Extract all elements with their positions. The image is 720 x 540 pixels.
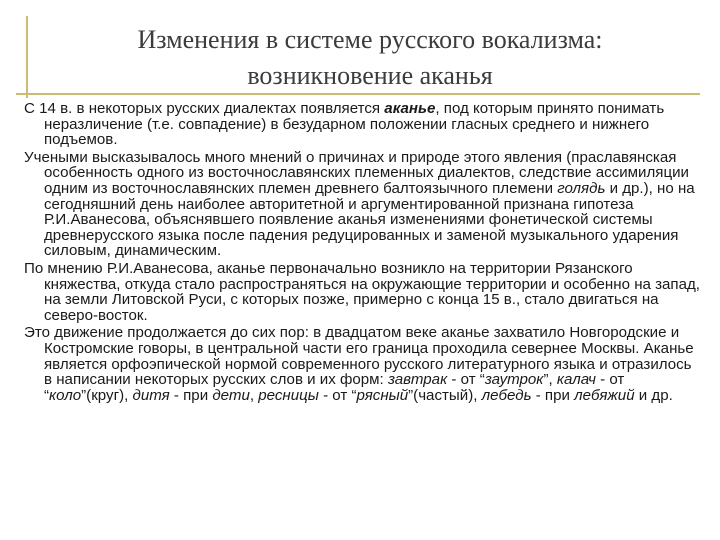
emphasized-term: дети: [212, 386, 250, 404]
emphasized-term: завтрак: [387, 371, 448, 389]
paragraph-text: Это движение продолжается до сих пор: в двадцатом веке аканье захватило Новгородские и Костромские говоры, в центральной части его граница проходила севернее Москвы. Аканье является орфоэпической нормой современного русского литературного языка и отразилось в написании некоторых русских слов и их форм:: [24, 324, 694, 389]
emphasized-term: калач: [556, 371, 596, 389]
paragraph-text: - от “: [318, 386, 357, 404]
paragraph-text: Учеными высказывалось много мнений о причинах и природе этого явления (праславянская особенность одного из восточнославянских племенных диалектов, следствие ассимиляции одним из восточнославянских племен древнего балтоязычного племени: [24, 148, 689, 197]
paragraph-1: [24, 101, 700, 148]
paragraph-text: ”,: [543, 371, 557, 389]
paragraph-text: - при: [531, 386, 575, 404]
accent-vertical-line: [26, 16, 28, 98]
emphasized-term: лебедь: [481, 386, 532, 404]
emphasized-term: коло: [49, 386, 82, 404]
paragraph-text: С 14 в. в некоторых русских диалектах появляется: [24, 100, 385, 117]
paragraph-3: [24, 261, 700, 323]
slide-body: [24, 101, 700, 405]
paragraph-text: - от “: [44, 371, 625, 404]
emphasized-term: рясный: [356, 386, 409, 404]
paragraph-text: ”(частый),: [408, 386, 482, 404]
paragraph-text: и др.: [634, 386, 673, 404]
emphasized-term: аканье: [384, 100, 436, 117]
paragraph-text: По мнению Р.И.Аванесова, аканье первоначально возникло на территории Рязанского княжества, откуда стало распространяться на окружающие территории и особенно на запад, на земли Литовской Руси, с которых позже, примерно с конца 15 в., стало двигаться на северо-восток.: [24, 259, 701, 324]
paragraph-2: [24, 150, 700, 259]
emphasized-term: лебяжий: [574, 386, 635, 404]
paragraph-text: , под которым принято понимать неразличение (т.е. совпадение) в безударном положении гласных среднего и нижнего подъемов.: [44, 100, 665, 149]
paragraph-text: ,: [249, 386, 259, 404]
paragraph-text: и др.), но на сегодняшний день наиболее авторитетной и аргументированной признана гипотеза Р.И.Аванесова, объяснявшего появление аканья изменениями фонетической системы древнерусского языка после падения редуцированных и заменой музыкального ударения силовым, динамическим.: [44, 179, 695, 260]
title-line-1: Изменения в системе русского вокализма:: [137, 25, 603, 54]
title-line-2: возникновение аканья: [247, 61, 493, 90]
emphasized-term: ресницы: [258, 386, 319, 404]
paragraph-text: - от “: [447, 371, 485, 389]
emphasized-term: дитя: [132, 386, 170, 404]
slide-title: [40, 22, 700, 94]
emphasized-term: заутрок: [484, 371, 544, 389]
emphasized-term: голядь: [557, 179, 606, 197]
paragraph-text: - при: [169, 386, 213, 404]
paragraph-4: [24, 325, 700, 403]
paragraph-text: ”(круг),: [81, 386, 133, 404]
